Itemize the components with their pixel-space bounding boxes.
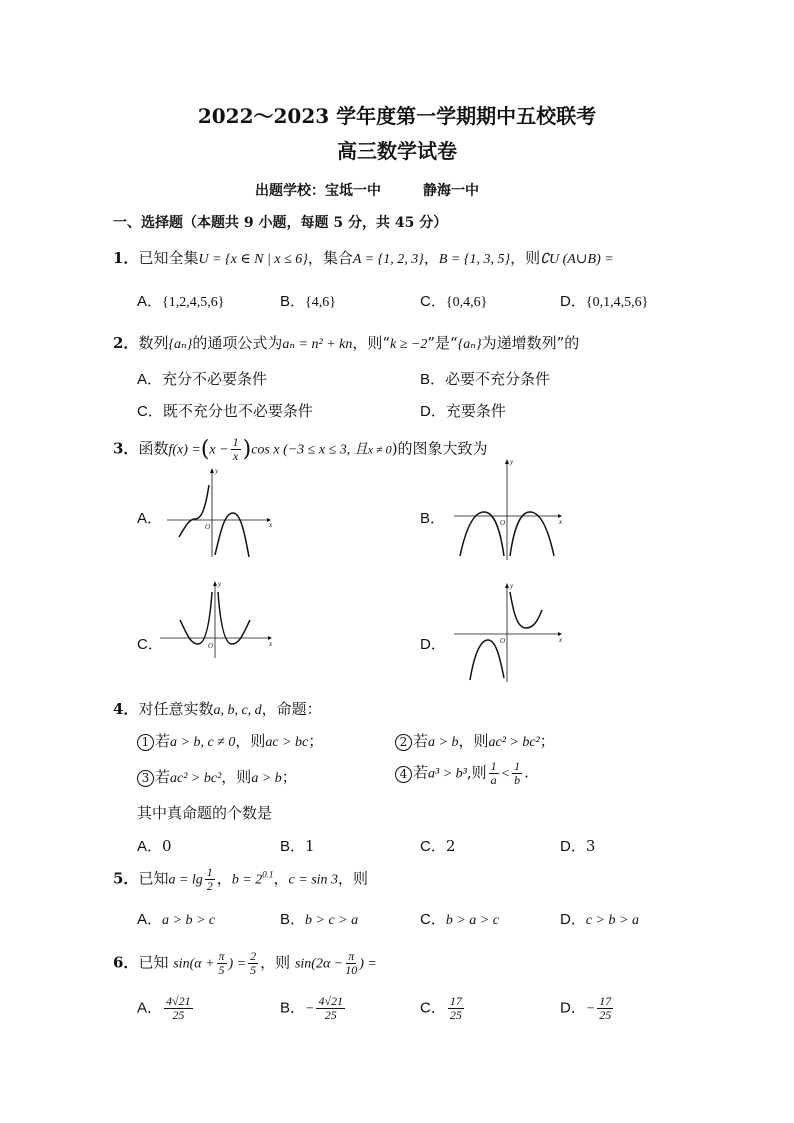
frac-num: 17	[599, 994, 612, 1008]
circled-number: 3	[137, 770, 154, 787]
option-a[interactable]	[137, 908, 215, 929]
option-label: C．	[137, 403, 163, 420]
option-text: 必要不充分条件	[445, 370, 551, 388]
exam-schools: 出题学校：宝坻一中 静海一中	[255, 183, 479, 199]
question-text: 对任意实数	[138, 700, 214, 718]
option-b[interactable]	[280, 290, 336, 311]
question-2	[113, 332, 579, 353]
option-a[interactable]	[137, 507, 162, 528]
option-text: c > b > a	[585, 913, 639, 928]
math-expr: ) =	[228, 956, 247, 972]
math-expr: ac² > bc²	[488, 735, 540, 750]
origin-label: O	[500, 519, 506, 527]
option-label: B．	[280, 838, 306, 855]
option-d[interactable]	[560, 290, 648, 311]
option-label: C．	[137, 636, 163, 653]
math-expr: a, b, c, d	[213, 703, 262, 718]
option-sign: −	[585, 1001, 596, 1017]
option-label: D．	[560, 911, 586, 928]
math-expr: f(x) =	[168, 442, 201, 458]
question-text: 若	[155, 732, 171, 750]
question-text: ”是“	[427, 334, 458, 352]
option-label: A．	[137, 911, 163, 928]
math-expr: k ≥ −2	[390, 337, 428, 352]
option-text: 0	[162, 837, 172, 855]
option-text: 3	[585, 837, 596, 855]
option-text: 充分不必要条件	[162, 370, 268, 388]
math-expr: x ≠ 0	[367, 442, 392, 457]
option-c[interactable]	[420, 995, 466, 1022]
question-number: 2．	[113, 334, 139, 352]
option-text: {0,1,4,5,6}	[585, 295, 649, 310]
question-1	[113, 247, 614, 268]
curve-left	[180, 592, 212, 644]
proposition-2	[395, 730, 555, 751]
math-expr: a > b, c ≠ 0	[170, 735, 236, 750]
question-number: 3．	[113, 439, 139, 458]
question-text: ，则	[510, 249, 541, 267]
option-label: B．	[420, 371, 446, 388]
frac-num: π	[218, 949, 225, 963]
option-text: 既不充分也不必要条件	[162, 402, 313, 420]
option-label: D．	[560, 293, 586, 310]
question-text: 已知	[138, 953, 169, 972]
question-text: 若	[155, 768, 171, 786]
question-text: ，	[216, 869, 232, 888]
question-3	[113, 436, 488, 463]
question-4	[113, 698, 322, 719]
frac-num: 1	[490, 759, 497, 773]
question-text: 若	[413, 763, 429, 782]
frac-num: 4√21	[166, 994, 191, 1008]
curve-right	[510, 592, 542, 628]
frac-den: 25	[599, 1008, 612, 1022]
x-axis-label: x	[269, 640, 273, 648]
question-text: ，则	[338, 869, 369, 888]
fraction	[512, 760, 522, 787]
frac-den: 25	[172, 1008, 185, 1022]
math-expr: A = {1, 2, 3}	[352, 252, 424, 267]
question-text: ，则	[221, 768, 252, 786]
question-text: ，命题：	[261, 700, 322, 718]
graph-b	[452, 458, 567, 563]
option-text: {4,6}	[305, 295, 336, 310]
option-label: A．	[137, 510, 163, 527]
frac-den: 25	[449, 1008, 462, 1022]
frac-num: 1	[206, 865, 213, 879]
y-axis-label: y	[510, 458, 514, 466]
option-d[interactable]	[560, 995, 615, 1022]
option-text: 充要条件	[445, 402, 506, 420]
frac-num: 1	[514, 759, 521, 773]
option-label: B．	[280, 911, 306, 928]
option-label: B．	[280, 293, 306, 310]
x-axis-label: x	[559, 636, 563, 644]
math-expr: aₙ = n² + kn	[282, 337, 353, 352]
option-label: C．	[420, 838, 446, 855]
math-expr: {aₙ}	[457, 337, 482, 352]
question-text: 已知	[138, 869, 169, 888]
fraction	[164, 995, 193, 1022]
y-axis-arrow	[505, 583, 509, 588]
option-b[interactable]	[280, 908, 358, 929]
paren: (	[200, 437, 210, 462]
question-text: ；	[308, 732, 324, 750]
circled-number: 1	[137, 734, 154, 751]
x-axis-label: x	[269, 521, 273, 529]
question-4-prompt: 其中真命题的个数是	[137, 804, 273, 822]
y-axis-label: y	[218, 580, 222, 588]
math-expr: B = {1, 3, 5}	[438, 252, 511, 267]
math-expr: U = {x ∈ N | x ≤ 6}	[198, 252, 308, 267]
question-text: ；	[539, 732, 555, 750]
math-expr: a > b	[251, 771, 282, 786]
fraction	[345, 950, 357, 977]
frac-den: 5	[218, 963, 225, 977]
curve-right	[510, 512, 554, 556]
option-label: A．	[137, 838, 163, 855]
option-label: D．	[560, 838, 586, 855]
option-label: D．	[560, 999, 586, 1017]
option-label: B．	[420, 510, 446, 527]
option-label: C．	[420, 293, 446, 310]
fraction	[231, 436, 241, 463]
option-text: {1,2,4,5,6}	[162, 295, 225, 310]
fraction	[205, 866, 215, 893]
proposition-4	[395, 760, 529, 787]
option-c[interactable]	[137, 400, 313, 421]
option-sign: −	[305, 1001, 315, 1017]
math-expr: c = sin 3	[288, 872, 339, 888]
option-text: b > a > c	[445, 913, 499, 928]
math-expr: sin(2α −	[294, 956, 344, 972]
option-label: A．	[137, 371, 163, 388]
option-a[interactable]	[137, 835, 172, 856]
option-text: a > b > c	[162, 913, 216, 928]
origin-label: O	[208, 642, 214, 650]
curve-left	[460, 512, 504, 556]
section-heading: 一、选择题（本题共 9 小题，每题 5 分，共 45 分）	[113, 215, 448, 231]
question-text: ，则“	[352, 334, 390, 352]
option-d[interactable]	[420, 400, 506, 421]
origin-label: O	[205, 523, 211, 531]
frac-num: 2	[250, 949, 257, 963]
option-d[interactable]	[560, 908, 639, 929]
frac-den: b	[514, 773, 521, 787]
question-text: ，集合	[307, 249, 353, 267]
y-axis-arrow	[505, 459, 509, 464]
proposition-1	[137, 730, 323, 751]
frac-num: 1	[232, 435, 239, 449]
option-label: D．	[420, 636, 446, 653]
y-axis-label: y	[215, 467, 219, 475]
option-c[interactable]	[420, 835, 455, 856]
paren: )	[242, 437, 252, 462]
math-expr: cos x (−3 ≤ x ≤ 3, 且	[251, 442, 368, 458]
option-label: A．	[137, 999, 163, 1017]
frac-den: 2	[206, 879, 213, 893]
question-text: ，则	[235, 732, 266, 750]
option-a[interactable]	[137, 290, 224, 311]
option-a[interactable]	[137, 995, 195, 1022]
question-number: 6．	[113, 953, 139, 972]
question-number: 1．	[113, 249, 139, 267]
option-text: 2	[445, 837, 456, 855]
y-axis-arrow	[210, 468, 214, 473]
question-6	[113, 950, 377, 977]
option-d[interactable]	[560, 835, 595, 856]
question-text: ,则	[466, 763, 487, 782]
curve-right	[218, 592, 250, 644]
frac-num: π	[348, 949, 355, 963]
frac-den: 10	[345, 963, 358, 977]
fraction	[597, 995, 613, 1022]
math-exponent: 0.1	[262, 869, 274, 880]
graph-c	[158, 580, 278, 660]
question-text: 的图象大致为	[397, 439, 488, 458]
option-label: B．	[280, 999, 306, 1017]
proposition-3	[137, 766, 297, 787]
graph-d	[452, 582, 567, 684]
option-c[interactable]	[420, 908, 499, 929]
math-expr: a³ > b³	[428, 766, 467, 782]
fraction	[448, 995, 464, 1022]
question-text: ，	[273, 869, 289, 888]
frac-den: 5	[250, 963, 257, 977]
exam-subtitle: 高三数学试卷	[337, 139, 457, 163]
fraction	[316, 995, 345, 1022]
math-expr: ∁U (A∪B) =	[540, 252, 614, 267]
math-expr: ac² > bc²	[170, 771, 222, 786]
math-expr: x −	[209, 442, 229, 458]
fraction	[489, 760, 499, 787]
question-text: ，	[423, 249, 439, 267]
option-label: D．	[420, 403, 446, 420]
question-number: 4．	[113, 700, 139, 718]
y-axis-arrow	[213, 581, 217, 586]
x-axis-label: x	[559, 518, 563, 526]
math-expr: a = lg	[168, 872, 203, 888]
math-expr: <	[500, 766, 511, 782]
math-expr: sin(α +	[173, 956, 215, 972]
circled-number: 4	[395, 766, 412, 783]
option-b[interactable]	[420, 368, 550, 389]
option-text: {0,4,6}	[445, 295, 488, 310]
question-text: 数列	[138, 334, 169, 352]
math-expr: a > b	[428, 735, 459, 750]
circled-number: 2	[395, 734, 412, 751]
fraction	[248, 950, 258, 977]
curve-left	[470, 640, 504, 680]
option-text: 1	[305, 837, 315, 855]
y-axis-label: y	[510, 582, 514, 590]
question-text: 为递增数列”的	[481, 334, 580, 352]
math-expr: b = 2	[231, 872, 263, 888]
option-a[interactable]	[137, 368, 267, 389]
fraction	[217, 950, 227, 977]
curve-right	[215, 513, 249, 557]
question-text: 的通项公式为	[192, 334, 283, 352]
option-text: b > c > a	[305, 913, 359, 928]
question-text: 已知全集	[138, 249, 199, 267]
question-text: .	[524, 763, 529, 782]
option-label: C．	[420, 911, 446, 928]
option-label: C．	[420, 999, 446, 1017]
math-expr: ac > bc	[265, 735, 309, 750]
option-b[interactable]	[420, 507, 445, 528]
question-text: ；	[281, 768, 297, 786]
frac-num: 4√21	[318, 994, 344, 1008]
frac-den: x	[232, 449, 239, 463]
option-d[interactable]	[420, 633, 446, 654]
question-5	[113, 866, 368, 893]
question-text: ，则	[260, 953, 291, 972]
question-text: 函数	[138, 439, 169, 458]
math-expr: ) =	[359, 956, 377, 972]
option-b[interactable]	[280, 995, 347, 1022]
frac-den: a	[490, 773, 497, 787]
math-expr: {aₙ}	[168, 337, 193, 352]
question-number: 5．	[113, 869, 139, 888]
question-text: ，则	[458, 732, 489, 750]
option-c[interactable]	[420, 290, 487, 311]
question-text: )	[391, 439, 398, 458]
graph-a	[165, 465, 275, 560]
option-label: A．	[137, 293, 163, 310]
exam-title: 2022～2023 学年度第一学期期中五校联考	[197, 104, 597, 128]
frac-num: 17	[449, 994, 462, 1008]
frac-den: 25	[324, 1008, 337, 1022]
question-text: 若	[413, 732, 429, 750]
option-b[interactable]	[280, 835, 315, 856]
origin-label: O	[500, 637, 506, 645]
